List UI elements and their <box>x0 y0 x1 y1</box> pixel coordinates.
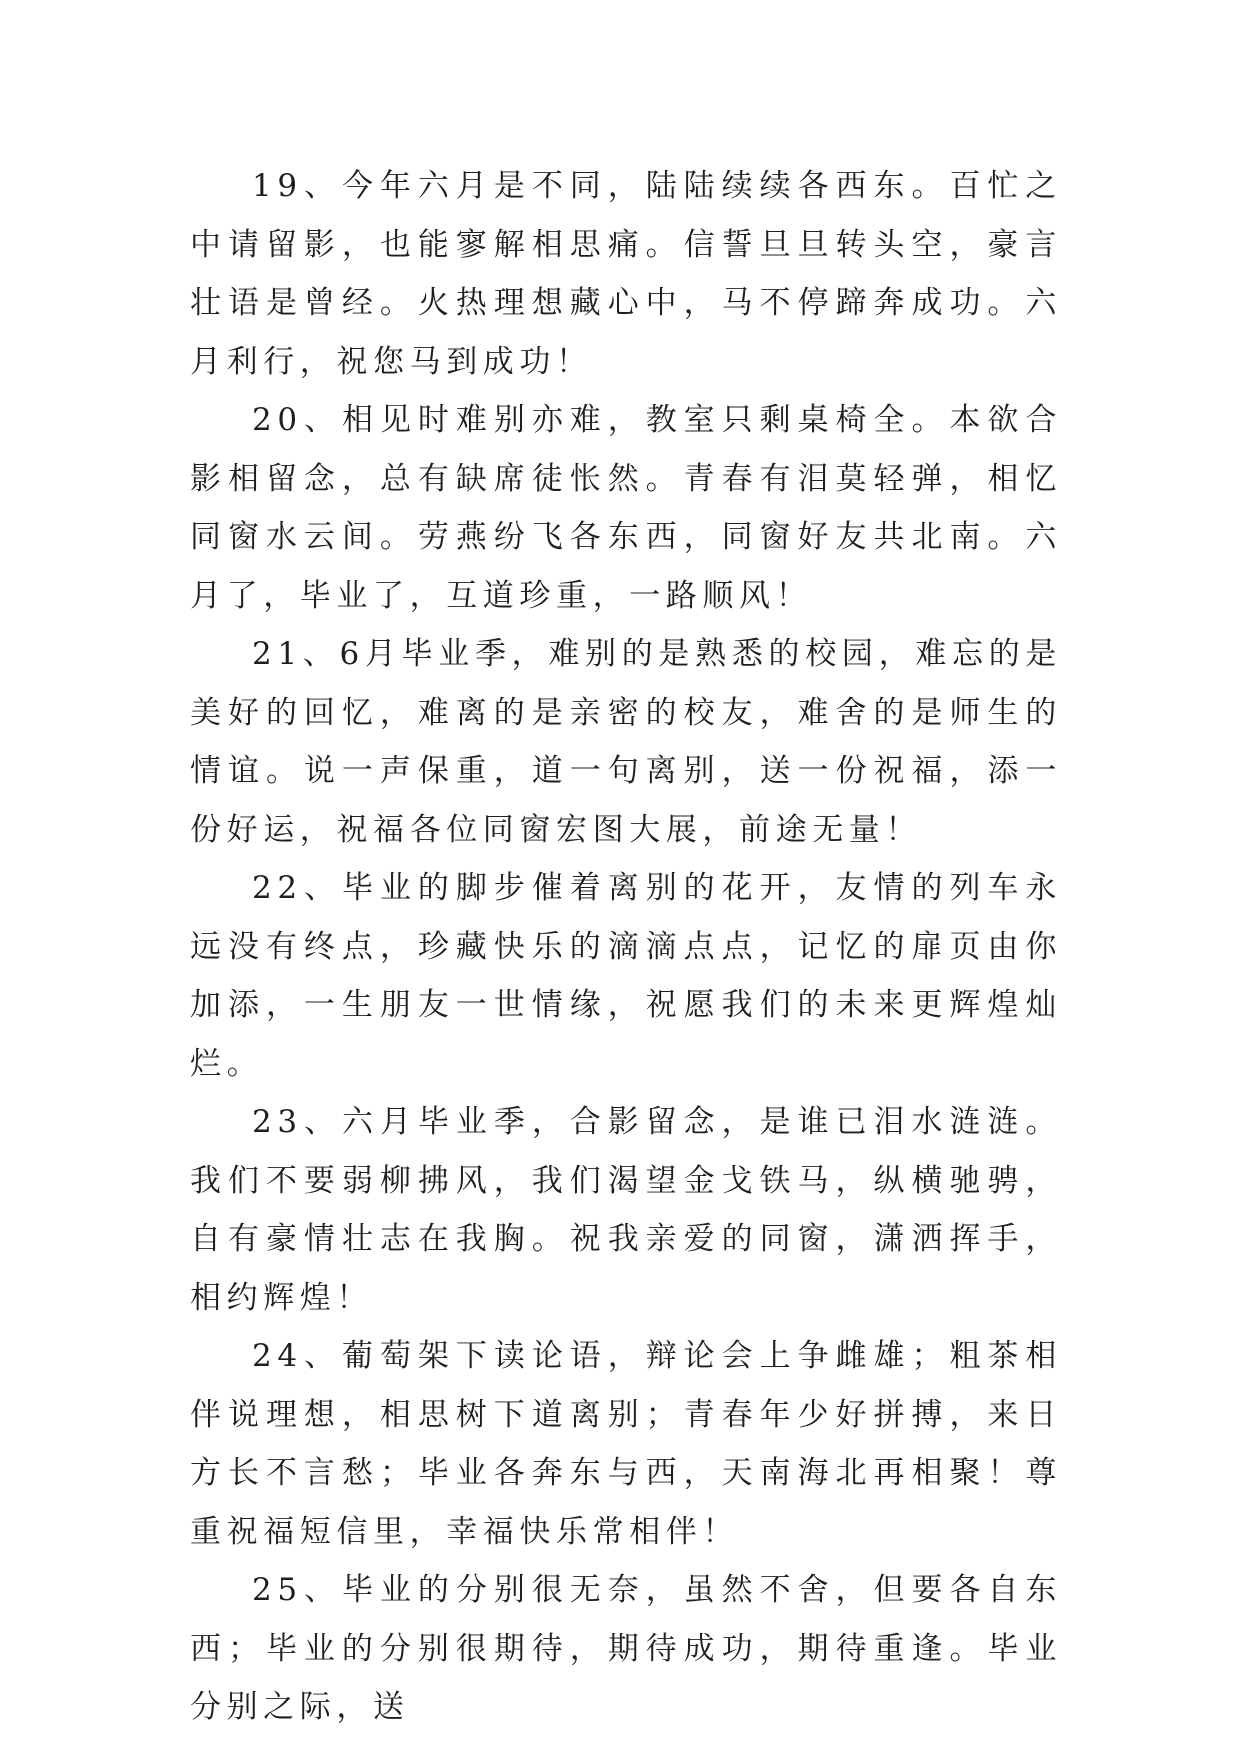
paragraph-20: 20、相见时难别亦难，教室只剩桌椅全。本欲合影相留念，总有缺席徒怅然。青春有泪莫轻弹，相忆同窗水云间。劳燕纷飞各东西，同窗好友共北南。六月了，毕业了，互道珍重，一路顺风！ <box>190 402 1062 614</box>
paragraph-24: 24、葡萄架下读论语，辩论会上争雌雄；粗茶相伴说理想，相思树下道离别；青春年少好拼搏，来日方长不言愁；毕业各奔东与西，天南海北再相聚！尊重祝福短信里，幸福快乐常相伴！ <box>190 1338 1062 1550</box>
paragraph-23: 23、六月毕业季，合影留念，是谁已泪水涟涟。我们不要弱柳拂风，我们渴望金戈铁马，纵横驰骋，自有豪情壮志在我胸。祝我亲爱的同窗，潇洒挥手，相约辉煌！ <box>190 1104 1062 1316</box>
paragraph-22: 22、毕业的脚步催着离别的花开，友情的列车永远没有终点，珍藏快乐的滴滴点点，记忆的扉页由你加添，一生朋友一世情缘，祝愿我们的未来更辉煌灿烂。 <box>190 870 1062 1082</box>
paragraph-21: 21、6月毕业季，难别的是熟悉的校园，难忘的是美好的回忆，难离的是亲密的校友，难舍的是师生的情谊。说一声保重，道一句离别，送一份祝福，添一份好运，祝福各位同窗宏图大展，前途无量！ <box>190 636 1062 848</box>
paragraph-25: 25、毕业的分别很无奈，虽然不舍，但要各自东西；毕业的分别很期待，期待成功，期待重逢。毕业分别之际，送 <box>190 1572 1062 1725</box>
paragraph-19: 19、今年六月是不同，陆陆续续各西东。百忙之中请留影，也能寥解相思痛。信誓旦旦转头空，豪言壮语是曾经。火热理想藏心中，马不停蹄奔成功。六月利行，祝您马到成功！ <box>190 168 1062 380</box>
document-body <box>190 157 1062 1737</box>
